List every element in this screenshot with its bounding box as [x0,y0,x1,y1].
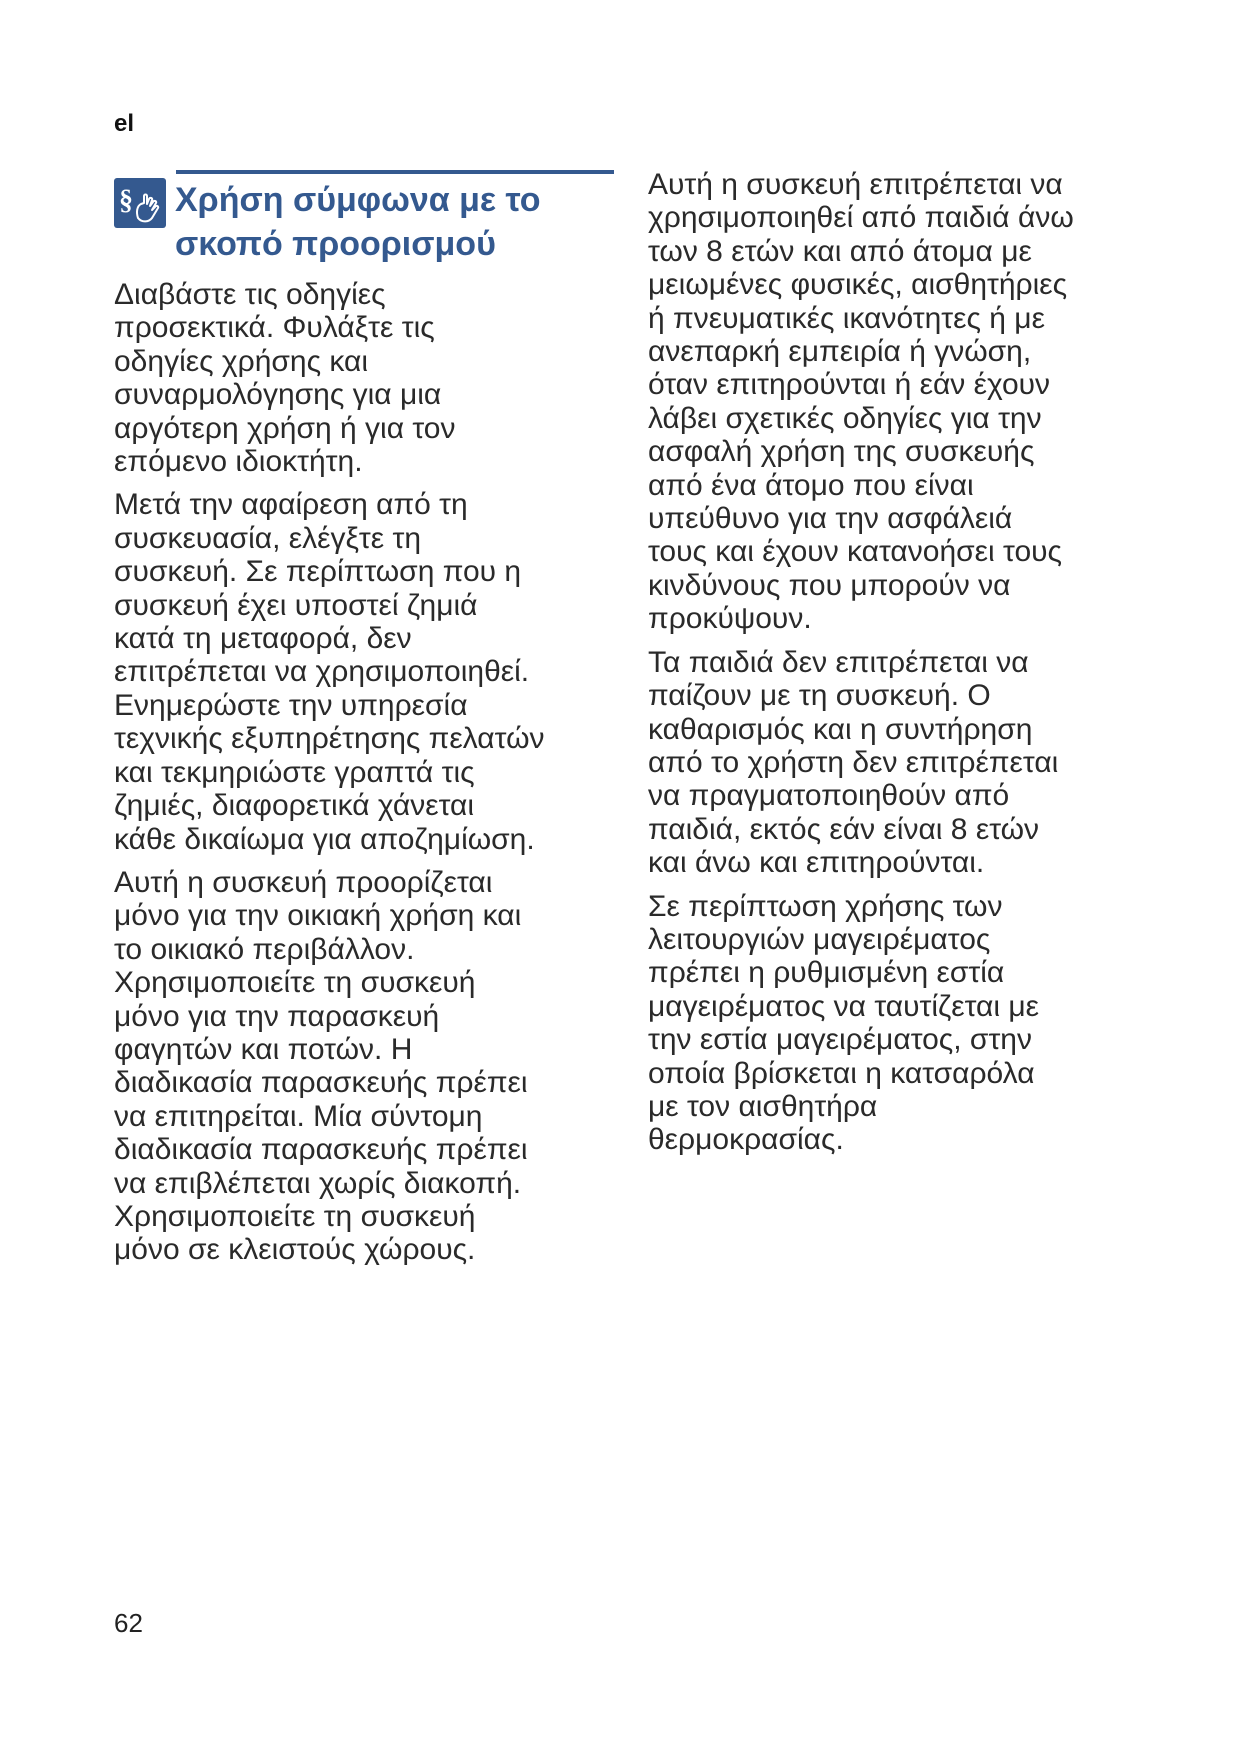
language-code: el [114,110,135,137]
text-line: συσκευασία, ελέγξτε τη [114,521,422,555]
text-line: υπεύθυνο για την ασφάλειά [648,502,1013,536]
paragraph [114,866,614,1267]
text-line: τεχνικής εξυπηρέτησης πελατών [114,722,545,756]
text-line: να επιβλέπεται χωρίς διακοπή. [114,1166,522,1200]
section-sign-hand-icon-graphic [114,178,166,228]
text-line: ασφαλή χρήση της συσκευής [648,435,1035,469]
text-line: τους και έχουν κατανοήσει τους [648,535,1063,569]
section-title-line: Χρήση σύμφωνα με το [175,181,541,219]
text-line: το οικιακό περιβάλλον. [114,932,415,966]
text-line: θερμοκρασίας. [648,1123,844,1157]
text-line: μειωμένες φυσικές, αισθητήριες [648,268,1068,302]
text-line: παιδιά, εκτός εάν είναι 8 ετών [648,812,1040,846]
text-line: Τα παιδιά δεν επιτρέπεται να [648,645,1029,679]
text-line: παίζουν με τη συσκευή. Ο [648,679,991,713]
text-line: συσκευή. Σε περίπτωση που η [114,555,522,589]
text-line: προκύψουν. [648,602,812,636]
page-number: 62 [114,1608,143,1638]
text-line: συσκευή έχει υποστεί ζημιά [114,588,478,622]
text-line: αργότερη χρήση ή για τον [114,411,456,445]
text-line: από το χρήστη δεν επιτρέπεται [648,745,1059,779]
section-title [175,178,614,266]
text-line: ή πνευματικές ικανότητες ή με [648,301,1045,335]
text-line: μόνο για την παρασκευή [114,999,440,1033]
text-line: διαδικασία παρασκευής πρέπει [114,1133,528,1167]
paragraph [648,890,1148,1157]
text-line: την εστία μαγειρέματος, στην [648,1023,1032,1057]
text-line: Ενημερώστε την υπηρεσία [114,688,468,722]
text-line: Σε περίπτωση χρήσης των [648,889,1003,923]
text-line: προσεκτικά. Φυλάξτε τις [114,311,435,345]
text-line: οδηγίες χρήσης και [114,344,369,378]
text-line: φαγητών και ποτών. Η [114,1032,413,1066]
right-column [648,168,1148,1167]
svg-text:§: § [119,185,133,216]
section-sign-hand-icon [114,178,166,228]
paragraph [114,488,614,855]
text-line: λάβει σχετικές οδηγίες για την [648,401,1042,435]
text-line: όταν επιτηρούνται ή εάν έχουν [648,368,1051,402]
text-line: λειτουργιών μαγειρέματος [648,922,991,956]
text-line: χρησιμοποιηθεί από παιδιά άνω [648,201,1074,235]
text-line: να πραγματοποιηθούν από [648,779,1010,813]
text-line: μόνο για την οικιακή χρήση και [114,899,522,933]
text-line: Αυτή η συσκευή επιτρέπεται να [648,168,1063,201]
paragraph [648,168,1148,636]
text-line: να επιτηρείται. Μία σύντομη [114,1099,483,1133]
section-title-line: σκοπό προορισμού [175,225,496,263]
text-line: οποία βρίσκεται η κατσαρόλα [648,1056,1035,1090]
text-line: κινδύνους που μπορούν να [648,568,1011,602]
text-line: των 8 ετών και από άτομα με [648,234,1032,268]
text-line: ζημιές, διαφορετικά χάνεται [114,789,475,823]
text-line: επιτρέπεται να χρησιμοποιηθεί. [114,655,530,689]
heading-rule [176,170,614,174]
text-line: επόμενο ιδιοκτήτη. [114,445,363,479]
text-line: Χρησιμοποιείτε τη συσκευή [114,966,476,1000]
paragraph [648,646,1148,880]
left-column [114,170,614,1277]
text-line: από ένα άτομο που είναι [648,468,974,502]
text-line: μόνο σε κλειστούς χώρους. [114,1233,476,1267]
text-line: μαγειρέματος να ταυτίζεται με [648,989,1040,1023]
text-line: Αυτή η συσκευή προορίζεται [114,865,493,899]
text-line: και τεκμηριώστε γραπτά τις [114,755,475,789]
text-line: με τον αισθητήρα [648,1089,878,1123]
text-line: Διαβάστε τις οδηγίες [114,278,386,311]
text-line: Μετά την αφαίρεση από τη [114,488,468,522]
paragraph [114,278,614,478]
text-line: ανεπαρκή εμπειρία ή γνώση, [648,335,1032,369]
text-line: πρέπει η ρυθμισμένη εστία [648,956,1005,990]
text-line: Χρησιμοποιείτε τη συσκευή [114,1199,476,1233]
section-heading [114,170,614,266]
text-line: και άνω και επιτηρούνται. [648,846,985,880]
text-line: κατά τη μεταφορά, δεν [114,622,412,656]
text-line: διαδικασία παρασκευής πρέπει [114,1066,528,1100]
text-line: καθαρισμός και η συντήρηση [648,712,1033,746]
text-line: κάθε δικαίωμα για αποζημίωση. [114,822,535,856]
text-line: συναρμολόγησης για μια [114,378,442,412]
